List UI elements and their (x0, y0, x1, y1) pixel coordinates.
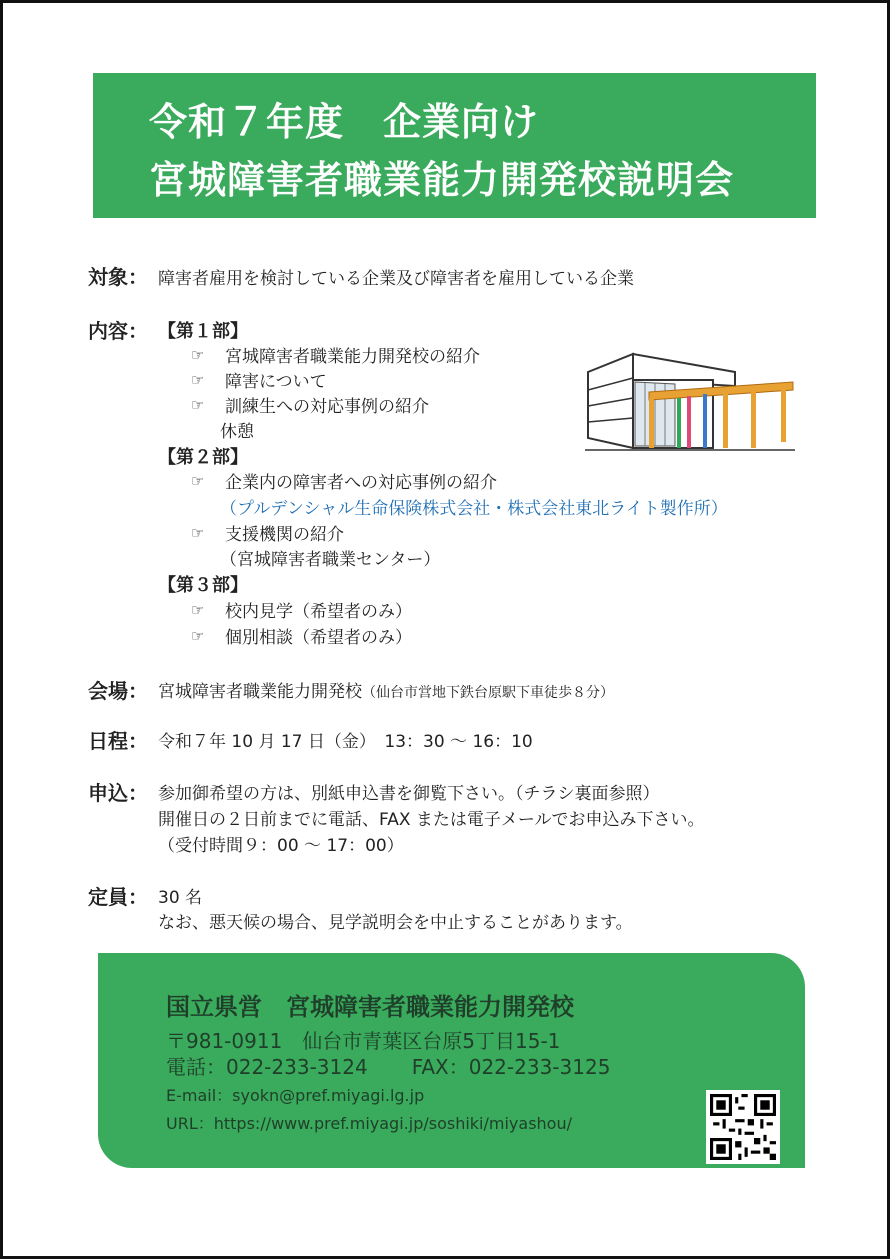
part1-item: 宮城障害者職業能力開発校の紹介 (225, 347, 480, 367)
title-line-1: 令和７年度 企業向け (149, 100, 540, 144)
part2-item-1-note: （プルデンシャル生命保険株式会社・株式会社東北ライト製作所） (220, 499, 728, 519)
fax-number: FAX：022-233-3125 (411, 1055, 611, 1079)
qr-code-icon[interactable] (706, 1090, 780, 1164)
title-banner (93, 73, 816, 218)
pointing-hand-icon: ☞ (191, 627, 205, 645)
apply-line-2: 開催日の２日前までに電話、FAX または電子メールでお申込み下さい。 (158, 810, 705, 830)
contact-box (98, 953, 805, 1168)
part2-item-2-note: （宮城障害者職業センター） (220, 550, 441, 570)
venue-name: 宮城障害者職業能力開発校 (158, 682, 362, 702)
pointing-hand-icon: ☞ (191, 472, 205, 490)
venue-text (158, 677, 614, 702)
part2-item-1: 企業内の障害者への対応事例の紹介 (225, 473, 497, 493)
part3-item: 個別相談（希望者のみ） (225, 628, 412, 648)
apply-line-1: 参加御希望の方は、別紙申込書を御覧下さい。（チラシ裏面参照） (158, 784, 660, 804)
part3-item: 校内見学（希望者のみ） (225, 602, 412, 622)
url-link[interactable]: URL：https://www.pref.miyagi.jp/soshiki/miyashou/ (166, 1114, 572, 1133)
apply-label: 申込： (88, 781, 148, 805)
venue-access-note: （仙台市営地下鉄台原駅下車徒歩８分） (362, 685, 614, 701)
part2-heading: 【第２部】 (158, 447, 248, 468)
part1-item: 障害について (225, 372, 327, 392)
part1-item: 訓練生への対応事例の紹介 (225, 397, 429, 417)
pointing-hand-icon: ☞ (191, 346, 205, 364)
address: 〒981-0911 仙台市青葉区台原5丁目15-1 (166, 1029, 561, 1053)
capacity-line-1: 30 名 (158, 888, 203, 908)
apply-line-3: （受付時間９：00 ～ 17：00） (158, 836, 404, 856)
venue-label: 会場： (88, 679, 148, 703)
phone-number[interactable]: 電話：022-233-3124 (166, 1055, 368, 1079)
pointing-hand-icon: ☞ (191, 396, 205, 414)
schedule-label: 日程： (88, 729, 148, 753)
part1-heading: 【第１部】 (158, 321, 248, 342)
capacity-label: 定員： (88, 885, 148, 909)
org-name: 国立県営 宮城障害者職業能力開発校 (166, 993, 574, 1021)
content-label: 内容： (88, 319, 148, 343)
target-text: 障害者雇用を検討している企業及び障害者を雇用している企業 (158, 269, 634, 289)
target-label: 対象： (88, 265, 148, 289)
pointing-hand-icon: ☞ (191, 601, 205, 619)
pointing-hand-icon: ☞ (191, 524, 205, 542)
title-line-2: 宮城障害者職業能力開発校説明会 (149, 158, 735, 202)
school-building-illustration (583, 346, 798, 456)
capacity-line-2: なお、悪天候の場合、見学説明会を中止することがあります。 (158, 913, 633, 933)
schedule-text: 令和７年 10 月 17 日（金） 13：30 ～ 16：10 (158, 732, 533, 752)
part2-item-2: 支援機関の紹介 (225, 525, 344, 545)
part3-heading: 【第３部】 (158, 575, 248, 596)
email-link[interactable]: E-mail：syokn@pref.miyagi.lg.jp (166, 1086, 425, 1105)
break-text: 休憩 (220, 422, 254, 442)
pointing-hand-icon: ☞ (191, 371, 205, 389)
phone-fax-line (166, 1051, 610, 1080)
